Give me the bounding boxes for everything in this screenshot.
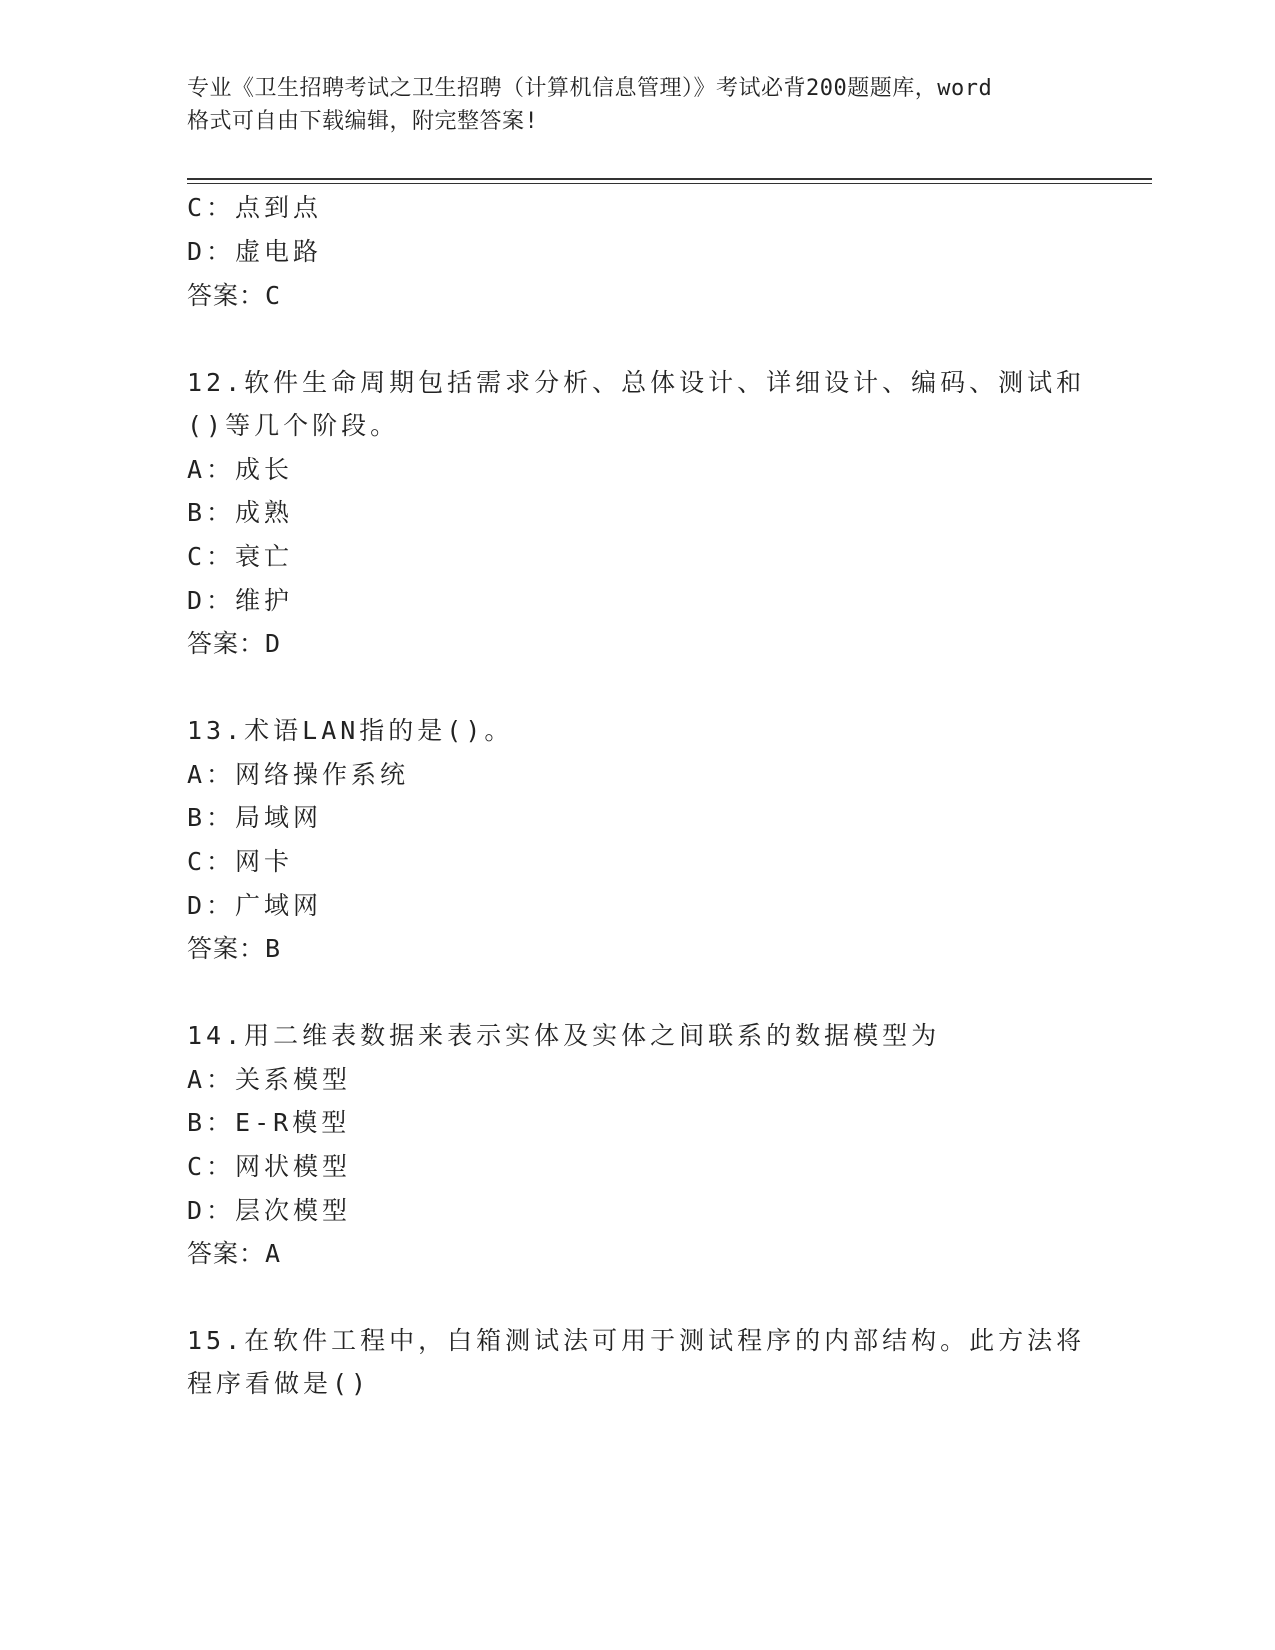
q12-option-c: C：衰亡: [187, 542, 294, 571]
q14-option-c: C：网状模型: [187, 1152, 352, 1181]
q12-stem-line-2: ()等几个阶段。: [187, 411, 400, 440]
header-line-1: 专业《卫生招聘考试之卫生招聘（计算机信息管理）》考试必背200题题库，word: [187, 76, 993, 101]
q14-option-b: B：E-R模型: [187, 1108, 351, 1137]
q13-answer: 答案：B: [187, 934, 282, 963]
q13-stem: 13.术语LAN指的是()。: [187, 716, 514, 745]
q12-option-a: A：成长: [187, 455, 294, 484]
q14-option-a: A：关系模型: [187, 1065, 352, 1094]
q12-option-b: B：成熟: [187, 498, 294, 527]
q12-answer: 答案：D: [187, 629, 282, 658]
q15-stem-line-2: 程序看做是(): [187, 1369, 371, 1398]
header-line-2: 格式可自由下载编辑，附完整答案!: [187, 109, 539, 134]
q13-option-b: B：局域网: [187, 803, 323, 832]
q14-option-d: D：层次模型: [187, 1196, 352, 1225]
header-divider-thin: [187, 183, 1152, 184]
document-header: [187, 72, 1087, 138]
q13-option-a: A：网络操作系统: [187, 760, 410, 789]
header-divider-thick: [187, 178, 1152, 180]
q11-answer: 答案：C: [187, 281, 282, 310]
q12-stem-line-1: 12.软件生命周期包括需求分析、总体设计、详细设计、编码、测试和: [187, 368, 1086, 397]
q13-option-c: C：网卡: [187, 847, 294, 876]
q11-option-c: C：点到点: [187, 193, 323, 222]
q13-option-d: D：广域网: [187, 891, 323, 920]
q15-stem-line-1: 15.在软件工程中，白箱测试法可用于测试程序的内部结构。此方法将: [187, 1326, 1086, 1355]
q14-answer: 答案：A: [187, 1239, 282, 1268]
q12-option-d: D：维护: [187, 586, 294, 615]
q14-stem: 14.用二维表数据来表示实体及实体之间联系的数据模型为: [187, 1021, 941, 1050]
q11-option-d: D：虚电路: [187, 237, 323, 266]
